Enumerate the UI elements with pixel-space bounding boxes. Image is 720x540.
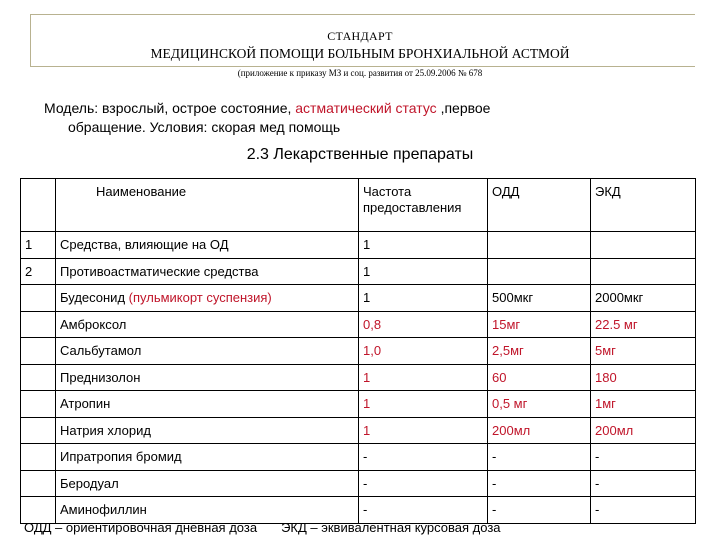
- odd-cell: -: [488, 444, 591, 471]
- frequency-cell: -: [359, 444, 488, 471]
- row-number: [21, 470, 56, 497]
- row-number: [21, 285, 56, 312]
- section-title: 2.3 Лекарственные препараты: [246, 146, 474, 163]
- drug-name: Аминофиллин: [60, 502, 147, 518]
- model-text-status: астматический статус: [295, 100, 437, 116]
- drug-name-cell: [56, 417, 359, 444]
- document-title: СТАНДАРТ: [327, 29, 393, 43]
- drug-name-cell: [56, 364, 359, 391]
- header-num: [21, 179, 56, 232]
- row-number: [21, 311, 56, 338]
- row-number: [21, 444, 56, 471]
- footer-legend: [24, 520, 501, 535]
- drug-name-extra: (пульмикорт суспензия): [128, 290, 272, 306]
- drug-table-container: [20, 178, 695, 524]
- odd-cell: 60: [488, 364, 591, 391]
- row-number: [21, 364, 56, 391]
- odd-cell: [488, 258, 591, 285]
- row-number: [21, 338, 56, 365]
- frequency-cell: 1: [359, 232, 488, 259]
- frequency-cell: 1: [359, 391, 488, 418]
- drug-name: Преднизолон: [60, 369, 141, 385]
- frequency-cell: 1: [359, 417, 488, 444]
- table-row: [21, 258, 696, 285]
- odd-cell: 0,5 мг: [488, 391, 591, 418]
- frequency-cell: -: [359, 470, 488, 497]
- frequency-cell: 1: [359, 258, 488, 285]
- drug-name-cell: [56, 338, 359, 365]
- document-subtitle: МЕДИЦИНСКОЙ ПОМОЩИ БОЛЬНЫМ БРОНХИАЛЬНОЙ АСТМОЙ: [150, 46, 570, 61]
- drug-name: Будесонид: [60, 290, 129, 306]
- table-row: [21, 364, 696, 391]
- odd-cell: -: [488, 497, 591, 524]
- header-odd: ОДД: [488, 179, 591, 232]
- frequency-cell: 1: [359, 364, 488, 391]
- table-row: [21, 391, 696, 418]
- odd-cell: 15мг: [488, 311, 591, 338]
- drug-name-cell: [56, 285, 359, 312]
- drug-name: Амброксол: [60, 316, 127, 332]
- ekd-cell: -: [591, 497, 696, 524]
- footer-ekd-definition: ЭКД – эквивалентная курсовая доза: [281, 520, 501, 535]
- model-text-part1: Модель: взрослый, острое состояние,: [44, 100, 296, 116]
- ekd-cell: -: [591, 470, 696, 497]
- ekd-cell: 200мл: [591, 417, 696, 444]
- frequency-cell: -: [359, 497, 488, 524]
- table-row: [21, 444, 696, 471]
- drug-name: Натрия хлорид: [60, 422, 151, 438]
- odd-cell: [488, 232, 591, 259]
- ekd-cell: 22.5 мг: [591, 311, 696, 338]
- drug-name-cell: [56, 258, 359, 285]
- drug-name-cell: [56, 391, 359, 418]
- row-number: 1: [21, 232, 56, 259]
- ekd-cell: 5мг: [591, 338, 696, 365]
- table-row: [21, 417, 696, 444]
- drug-name-cell: [56, 232, 359, 259]
- odd-cell: 500мкг: [488, 285, 591, 312]
- drug-name: Сальбутамол: [60, 343, 142, 359]
- ekd-cell: -: [591, 444, 696, 471]
- table-header-row: [21, 179, 696, 232]
- drug-table: [20, 178, 696, 524]
- odd-cell: -: [488, 470, 591, 497]
- order-reference: (приложение к приказу МЗ и соц. развития от 25.09.2006 № 678: [237, 68, 483, 78]
- drug-name: Противоастматические средства: [60, 263, 259, 279]
- ekd-cell: [591, 258, 696, 285]
- frequency-cell: 1,0: [359, 338, 488, 365]
- drug-name-cell: [56, 470, 359, 497]
- table-row: [21, 232, 696, 259]
- header-frame-bottom-line: [30, 66, 695, 67]
- ekd-cell: 2000мкг: [591, 285, 696, 312]
- model-text-part3: ,первое: [436, 100, 491, 116]
- row-number: [21, 391, 56, 418]
- drug-name: Атропин: [60, 396, 111, 412]
- frequency-cell: 0,8: [359, 311, 488, 338]
- footer-odd-definition: ОДД – ориентировочная дневная доза: [24, 520, 258, 535]
- table-row: [21, 311, 696, 338]
- drug-name-cell: [56, 311, 359, 338]
- table-row: [21, 338, 696, 365]
- header-name: Наименование: [56, 179, 359, 232]
- table-row: [21, 285, 696, 312]
- drug-name: Беродуал: [60, 475, 119, 491]
- model-description: [44, 99, 704, 137]
- row-number: [21, 417, 56, 444]
- odd-cell: 200мл: [488, 417, 591, 444]
- header-frame-top-line: [30, 14, 695, 15]
- row-number: 2: [21, 258, 56, 285]
- ekd-cell: [591, 232, 696, 259]
- model-text-line2: обращение. Условия: скорая мед помощь: [68, 119, 341, 135]
- drug-name: Средства, влияющие на ОД: [60, 237, 229, 253]
- header-frequency: Частота предоставления: [359, 179, 488, 232]
- ekd-cell: 1мг: [591, 391, 696, 418]
- drug-name: Ипратропия бромид: [60, 449, 182, 465]
- ekd-cell: 180: [591, 364, 696, 391]
- odd-cell: 2,5мг: [488, 338, 591, 365]
- header-ekd: ЭКД: [591, 179, 696, 232]
- table-row: [21, 470, 696, 497]
- frequency-cell: 1: [359, 285, 488, 312]
- drug-name-cell: [56, 444, 359, 471]
